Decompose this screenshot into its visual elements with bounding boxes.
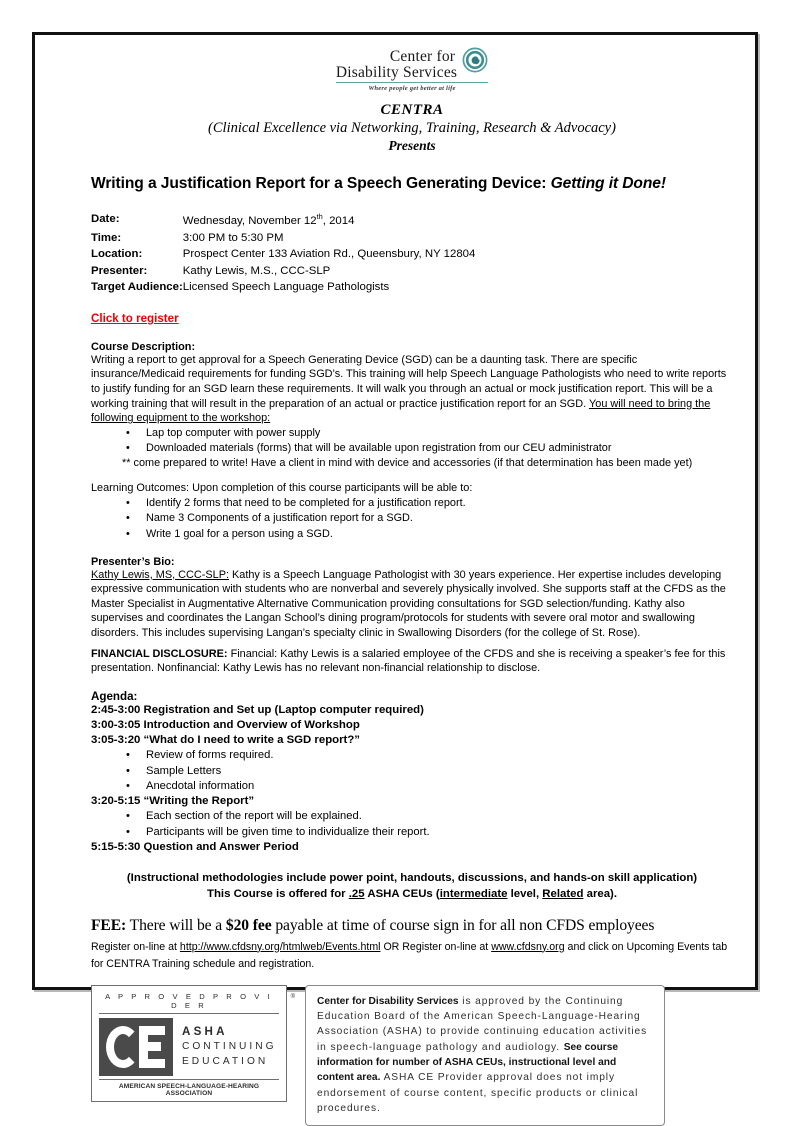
registration-url-home[interactable]: www.cfdsny.org <box>491 940 565 953</box>
learning-outcomes-intro: Learning Outcomes: Upon completion of this course participants will be able to: <box>91 482 473 495</box>
ceu-level: intermediate <box>439 888 508 901</box>
list-item: • Each section of the report will be explained. <box>146 809 733 824</box>
agenda-heading: Agenda: <box>91 689 138 703</box>
fee-label: FEE: <box>91 916 127 934</box>
asha-association-name: AMERICAN SPEECH-LANGUAGE-HEARING ASSOCIATION <box>99 1079 279 1097</box>
event-details-table <box>91 212 475 297</box>
ceu-post: area). <box>583 888 618 901</box>
spacer <box>91 471 733 481</box>
approval-bold-note: See course information for number of ASHA CEUs, instructional level and content area. <box>317 1041 619 1084</box>
asha-word-asha: ASHA <box>182 1024 228 1038</box>
fee-amount: $20 fee <box>225 916 272 934</box>
asha-approval-statement-box <box>305 985 665 1126</box>
page-title-italic: Getting it Done! <box>550 175 666 193</box>
agenda-item-4: 3:20-5:15 “Writing the Report” <box>91 795 255 808</box>
course-description-body <box>91 353 733 426</box>
presenter-value: Kathy Lewis, M.S., CCC-SLP <box>182 264 331 277</box>
footer-logos-row <box>91 985 733 1126</box>
table-row <box>91 264 475 281</box>
program-name: CENTRA <box>380 102 444 119</box>
page-title-main: Writing a Justification Report for a Speech Generating Device: <box>91 175 547 193</box>
table-row <box>91 212 475 230</box>
organization-logo <box>91 47 733 95</box>
financial-disclosure <box>91 647 733 676</box>
ceu-statement <box>91 886 733 902</box>
approval-text-1: is approved by the Continuing Education Board of the American Speech-Language-Hearing Association (ASHA) to provide continuing education activities in speech-language pathology and audiology. <box>317 995 648 1053</box>
agenda-item-3-sublist <box>91 748 733 794</box>
ceu-area: Related <box>542 888 584 901</box>
document-page <box>32 32 758 1114</box>
agenda-item-2: 3:00-3:05 Introduction and Overview of Workshop <box>91 718 360 731</box>
location-label: Location: <box>91 248 143 261</box>
logo-line-2: Disability Services <box>335 63 458 81</box>
financial-disclosure-heading: FINANCIAL DISCLOSURE: <box>91 647 228 660</box>
date-value <box>183 212 476 230</box>
presenter-bio-body <box>91 568 733 641</box>
time-value: 3:00 PM to 5:30 PM <box>182 231 284 244</box>
ceu-amount: .25 <box>348 888 365 901</box>
program-subtitle: (Clinical Excellence via Networking, Training, Research & Advocacy) <box>208 120 616 137</box>
ceu-pre: This Course is offered for <box>206 888 349 901</box>
logo-tagline: Where people get better at life <box>368 85 456 93</box>
agenda-item-1: 2:45-3:00 Registration and Set up (Laptop computer required) <box>91 703 424 716</box>
course-description-heading: Course Description: <box>91 340 196 353</box>
agenda-item-4-sublist <box>91 809 733 839</box>
asha-wordmark <box>173 1018 277 1076</box>
asha-word-education: EDUCATION <box>182 1056 269 1068</box>
target-audience-label: Target Audience: <box>91 281 183 294</box>
learning-outcomes-list <box>91 496 733 542</box>
list-item: • Participants will be given time to individualize their report. <box>146 825 733 840</box>
logo-wordmark <box>336 49 457 80</box>
logo-row <box>336 47 488 80</box>
agenda-item-3: 3:05-3:20 “What do I need to write a SGD report?” <box>91 734 360 747</box>
list-item: • Sample Letters <box>146 764 733 779</box>
course-description-text: Writing a report to get approval for a Speech Generating Device (SGD) can be a daunting task. There are specific insurance/Medicaid requirements for funding SGD’s. This training will help Speech Language Pathologists who need to write reports to justify funding for an SGD learn these requirements. It will walk you through an actual or mock justification report. This will be a working training that will result in the preparation of an actual or practice justification report for an SGD. <box>91 353 727 410</box>
list-item: • Lap top computer with power supply <box>146 426 733 441</box>
financial-disclosure-text: Financial: Kathy Lewis is a salaried employee of the CFDS and she is receiving a speaker’s fee for this presentation. Nonfinancial: Kathy Lewis has no relevant non-financial relationship to disclose. <box>91 647 726 675</box>
asha-word-continuing: CONTINUING <box>182 1041 277 1053</box>
ce-letter-c <box>106 1026 140 1068</box>
registered-trademark-icon: ® <box>290 993 295 1000</box>
location-value: Prospect Center 133 Aviation Rd., Queensbury, NY 12804 <box>182 248 476 261</box>
table-row <box>91 280 475 297</box>
list-item: • Review of forms required. <box>146 748 733 763</box>
date-value-pre: Wednesday, November 12 <box>182 215 317 228</box>
registration-pre: Register on-line at <box>91 940 180 953</box>
list-item: • Downloaded materials (forms) that will be available upon registration from our CEU administrator <box>146 441 733 456</box>
presenter-bio-heading: Presenter’s Bio: <box>91 555 175 568</box>
table-row <box>91 247 475 264</box>
registration-instructions <box>91 939 733 973</box>
presenter-bio-text: Kathy is a Speech Language Pathologist with 30 years experience. Her expertise includes developing expressive communication with students who are nonverbal and severely physically involved. She supports staff at the CFDS as the Master Specialist in Augmentative Alternative Communication providing consultations for SGD selection/funding. Kathy also supervises and coordinates the Langan School’s dining program/protocols for students with severe oral motor and swallowing disorders. This includes supervising Langan’s specialty clinic in Swallowing Disorders (for the college of St. Rose). <box>91 568 726 639</box>
presenter-label: Presenter: <box>91 264 148 277</box>
registration-mid: OR Register on-line at <box>380 940 492 953</box>
list-item: • Write 1 goal for a person using a SGD. <box>146 527 733 542</box>
registration-url-events[interactable]: http://www.cfdsny.org/htmlweb/Events.html <box>179 940 381 953</box>
fee-statement <box>91 917 733 935</box>
asha-logo-main <box>99 1018 279 1076</box>
divider <box>99 1013 279 1014</box>
time-label: Time: <box>91 231 122 244</box>
approval-text-2: ASHA CE Provider approval does not imply endorsement of course content, specific products or clinical procedures. <box>317 1072 639 1114</box>
equipment-list <box>91 426 733 457</box>
date-value-post: , 2014 <box>322 215 355 228</box>
table-row <box>91 231 475 248</box>
logo-underline-rule <box>336 82 488 83</box>
approval-org-name: Center for Disability Services <box>317 995 459 1007</box>
target-audience-value: Licensed Speech Language Pathologists <box>182 281 390 294</box>
ce-letter-e-bar-bottom <box>139 1059 165 1068</box>
presents-label: Presents <box>388 138 436 154</box>
asha-approved-provider-logo <box>91 985 295 1102</box>
course-description-note: ** come prepared to write! Have a client in mind with device and accessories (if that determination has been made yet) <box>122 457 693 470</box>
page-content <box>35 35 755 1114</box>
list-item: • Identify 2 forms that need to be completed for a justification report. <box>146 496 733 511</box>
fee-text-pre: There will be a <box>126 916 226 934</box>
ceu-mid2: level, <box>507 888 543 901</box>
date-ordinal-suffix: th <box>316 212 323 222</box>
list-item: • Name 3 Components of a justification report for a SGD. <box>146 511 733 526</box>
list-item: • Anecdotal information <box>146 779 733 794</box>
date-label: Date: <box>91 213 120 226</box>
agenda-item-5: 5:15-5:30 Question and Answer Period <box>91 840 299 853</box>
instructional-methodologies: (Instructional methodologies include power point, handouts, discussions, and hands-on skill application) <box>126 872 698 885</box>
ceu-mid: ASHA CEUs ( <box>364 888 440 901</box>
page-title <box>91 175 733 193</box>
presenter-bio-name: Kathy Lewis, MS, CCC-SLP: <box>91 568 229 581</box>
click-to-register-link[interactable]: Click to register <box>91 311 179 325</box>
course-description-underlined: You will need to bring the following equipment to the workshop: <box>91 397 711 425</box>
ce-letter-e-bar-top <box>139 1026 165 1035</box>
fee-text-post: payable at time of course sign in for all non CFDS employees <box>271 916 655 934</box>
ce-monogram-icon <box>99 1018 173 1076</box>
ce-letter-e-bar-mid <box>139 1042 161 1051</box>
logo-lockup <box>336 47 488 92</box>
asha-approved-provider-text: A P P R O V E D P R O V I D E R <box>105 991 273 1010</box>
spiral-swirl-icon <box>462 47 488 78</box>
registration-post: and click on Upcoming Events tab for CENTRA Training schedule and registration. <box>91 940 728 970</box>
logo-line-1: Center for <box>389 48 456 65</box>
